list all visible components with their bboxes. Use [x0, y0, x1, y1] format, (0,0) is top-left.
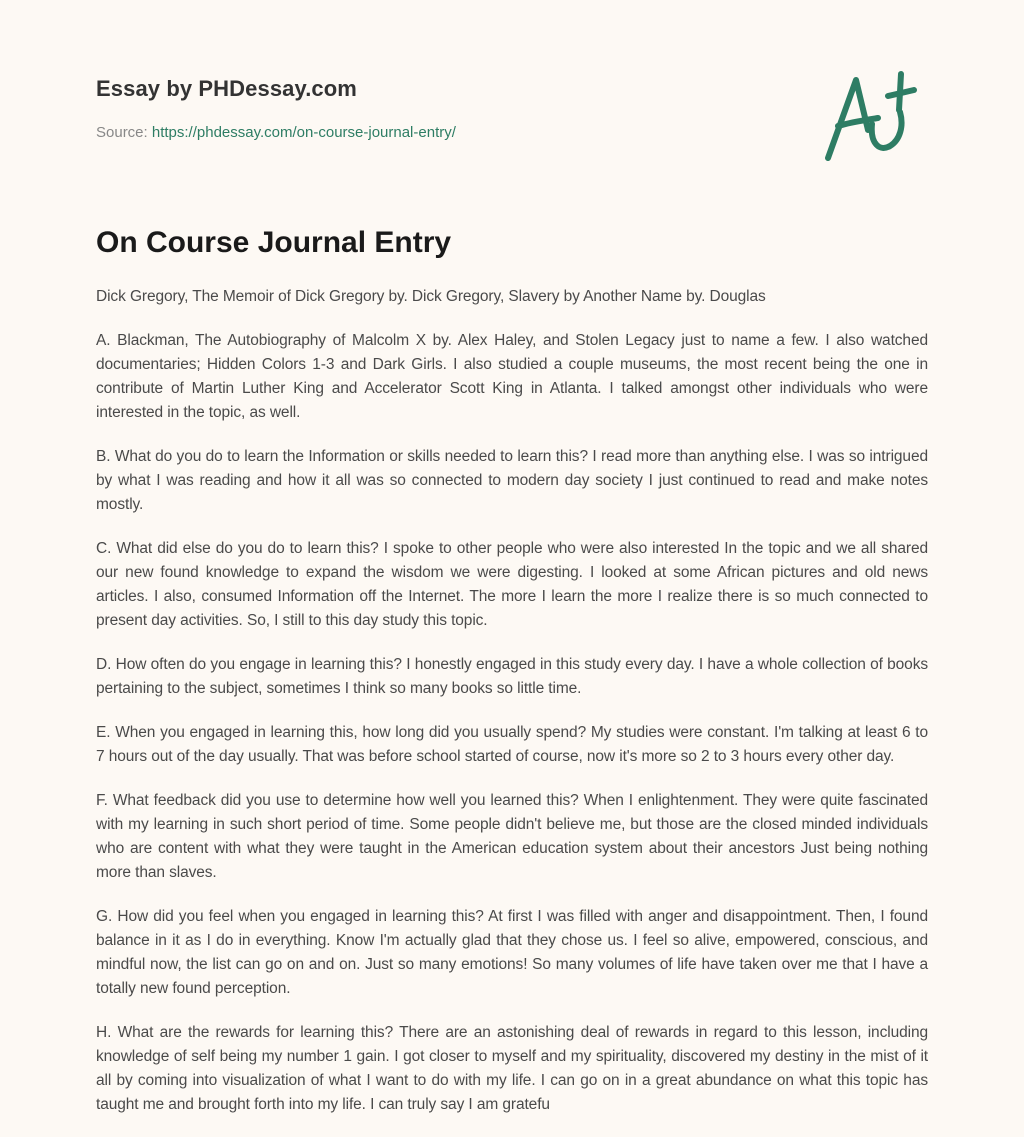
essay-paragraph: E. When you engaged in learning this, how long did you usually spend? My studies were constant. I'm talking at least 6 to 7 hours out of the day usually. That was before school started of course, now it's more so 2 to 3 hours every other day.: [96, 724, 928, 765]
essay-paragraph: H. What are the rewards for learning this? There are an astonishing deal of rewards in regard to this lesson, including knowledge of self being my number 1 gain. I got closer to myself and my spirituality, discovered my destiny in the mist of it all by coming into visualization of what I want to do with my life. I can go on in a great abundance on what this topic has taught me and brought forth into my life. I can truly say I am gratefu: [96, 1024, 928, 1113]
essay-paragraph: D. How often do you engage in learning this? I honestly engaged in this study every day. I have a whole collection of books pertaining to the subject, sometimes I think so many books so little time.: [96, 656, 928, 697]
source-line: [96, 124, 456, 141]
essay-paragraph: C. What did else do you do to learn this? I spoke to other people who were also interested In the topic and we all shared our new found knowledge to expand the wisdom we were digesting. I looked at some African pictures and old news articles. I also, consumed Information off the Internet. The more I learn the more I realize there is so much connected to present day activities. So, I still to this day study this topic.: [96, 540, 928, 629]
site-title: Essay by PHDessay.com: [96, 76, 357, 101]
essay-title: On Course Journal Entry: [96, 226, 452, 259]
source-link[interactable]: https://phdessay.com/on-course-journal-entry/: [151, 124, 456, 141]
essay-paragraph: G. How did you feel when you engaged in learning this? At first I was filled with anger and disappointment. Then, I found balance in it as I do in everything. Know I'm actually glad that they chose us. I feel so alive, empowered, conscious, and mindful now, the list can go on and on. Just so many emotions! So many volumes of life have taken over me that I have a totally new found perception.: [96, 908, 928, 997]
site-header: [96, 0, 928, 200]
essay-paragraph: Dick Gregory, The Memoir of Dick Gregory by. Dick Gregory, Slavery by Another Name by. Douglas: [96, 288, 766, 305]
essay-paragraph: A. Blackman, The Autobiography of Malcolm X by. Alex Haley, and Stolen Legacy just to name a few. I also watched documentaries; Hidden Colors 1-3 and Dark Girls. I also studied a couple museums, the most recent being the one in contribute of Martin Luther King and Accelerator Scott King in Atlanta. I talked amongst other individuals who were interested in the topic, as well.: [96, 332, 928, 421]
a-plus-grade-icon: [824, 66, 924, 166]
essay-paragraph: B. What do you do to learn the Information or skills needed to learn this? I read more than anything else. I was so intrigued by what I was reading and how it all was so connected to modern day society I just continued to read and make notes mostly.: [96, 448, 928, 513]
essay-body: [96, 285, 928, 1137]
source-label: Source:: [96, 124, 148, 141]
page: [96, 0, 928, 1113]
essay-paragraph: F. What feedback did you use to determine how well you learned this? When I enlightenment. They were quite fascinated with my learning in such short period of time. Some people didn't believe me, but those are the closed minded individuals who are content with what they were taught in the American education system about their ancestors Just being nothing more than slaves.: [96, 792, 928, 881]
